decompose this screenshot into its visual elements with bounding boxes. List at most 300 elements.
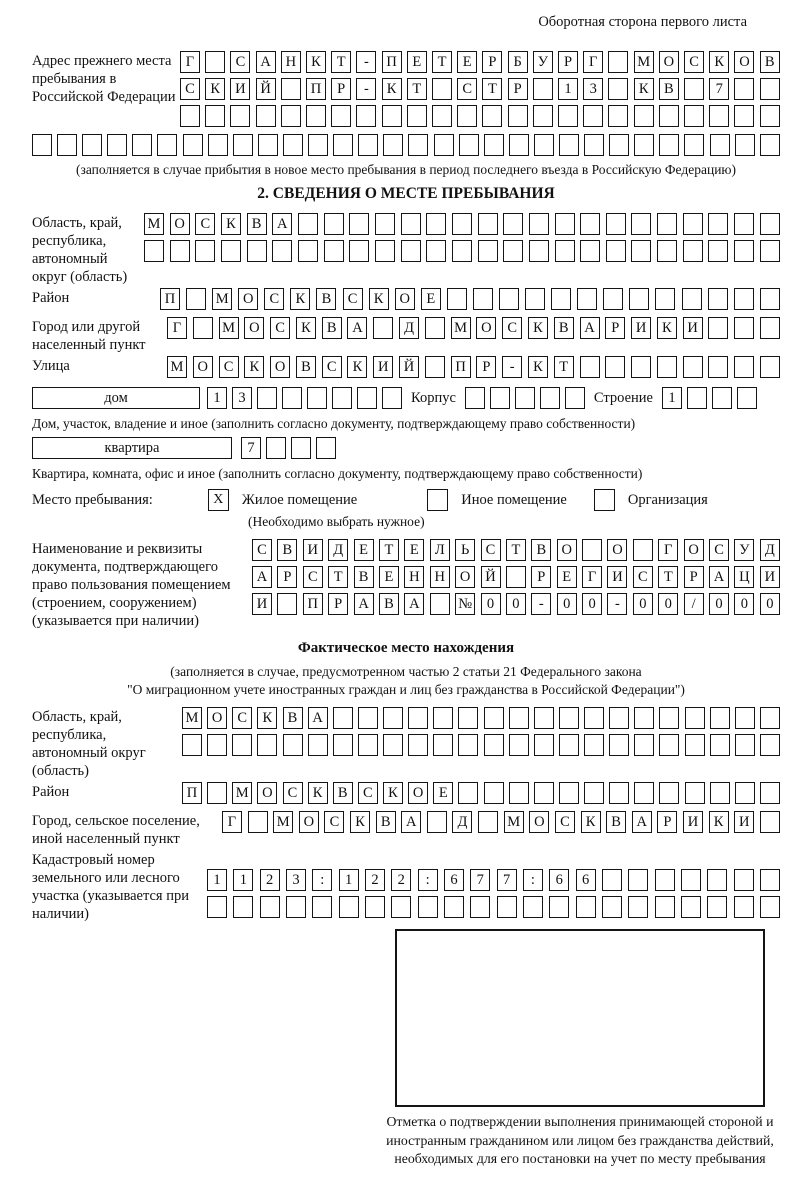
char-cell[interactable]: П (160, 288, 180, 310)
char-cell[interactable] (708, 356, 728, 378)
char-cell[interactable] (534, 782, 554, 804)
char-cell[interactable] (559, 782, 579, 804)
char-cell[interactable]: У (734, 539, 754, 561)
char-cell[interactable] (582, 539, 602, 561)
char-cell[interactable] (559, 134, 579, 156)
char-cell[interactable]: С (180, 78, 200, 100)
char-cell[interactable] (333, 134, 353, 156)
char-cell[interactable]: Р (531, 566, 551, 588)
char-cell[interactable] (308, 734, 328, 756)
char-cell[interactable] (760, 78, 780, 100)
char-cell[interactable] (283, 734, 303, 756)
char-cell[interactable]: В (531, 539, 551, 561)
char-cell[interactable] (735, 734, 755, 756)
char-cell[interactable] (433, 734, 453, 756)
char-cell[interactable] (358, 134, 378, 156)
char-cell[interactable]: К (221, 213, 241, 235)
char-cell[interactable] (484, 707, 504, 729)
char-cell[interactable] (657, 213, 677, 235)
char-cell[interactable] (534, 707, 554, 729)
char-cell[interactable] (657, 356, 677, 378)
char-cell[interactable]: А (404, 593, 424, 615)
char-cell[interactable]: К (347, 356, 367, 378)
char-cell[interactable]: В (322, 317, 342, 339)
char-cell[interactable] (473, 288, 493, 310)
char-cell[interactable]: 2 (391, 869, 411, 891)
char-cell[interactable]: О (270, 356, 290, 378)
char-cell[interactable]: Е (433, 782, 453, 804)
char-cell[interactable]: Р (328, 593, 348, 615)
char-cell[interactable] (559, 707, 579, 729)
char-cell[interactable] (608, 78, 628, 100)
char-cell[interactable] (207, 734, 227, 756)
char-cell[interactable]: Й (399, 356, 419, 378)
char-cell[interactable] (272, 240, 292, 262)
char-cell[interactable]: : (312, 869, 332, 891)
char-cell[interactable] (207, 896, 227, 918)
char-cell[interactable]: Т (482, 78, 502, 100)
char-cell[interactable]: Т (379, 539, 399, 561)
char-cell[interactable]: И (760, 566, 780, 588)
char-cell[interactable] (555, 240, 575, 262)
char-cell[interactable]: С (322, 356, 342, 378)
char-cell[interactable]: О (207, 707, 227, 729)
char-cell[interactable] (602, 896, 622, 918)
char-cell[interactable] (631, 240, 651, 262)
char-cell[interactable] (426, 240, 446, 262)
char-cell[interactable] (735, 134, 755, 156)
char-cell[interactable] (580, 356, 600, 378)
char-cell[interactable] (655, 288, 675, 310)
char-cell[interactable]: Т (331, 51, 351, 73)
char-cell[interactable] (484, 782, 504, 804)
char-cell[interactable] (170, 240, 190, 262)
char-cell[interactable]: : (418, 869, 438, 891)
char-cell[interactable] (316, 437, 336, 459)
char-cell[interactable] (533, 105, 553, 127)
char-cell[interactable]: Р (476, 356, 496, 378)
char-cell[interactable]: 2 (365, 869, 385, 891)
char-cell[interactable]: Т (407, 78, 427, 100)
char-cell[interactable] (408, 134, 428, 156)
char-cell[interactable]: С (343, 288, 363, 310)
char-cell[interactable] (458, 782, 478, 804)
char-cell[interactable] (684, 78, 704, 100)
char-cell[interactable] (559, 734, 579, 756)
checkbox-inoe-pomeshchenie[interactable] (427, 489, 448, 511)
char-cell[interactable]: О (395, 288, 415, 310)
char-cell[interactable]: 1 (233, 869, 253, 891)
char-cell[interactable]: Т (554, 356, 574, 378)
char-cell[interactable]: К (383, 782, 403, 804)
char-cell[interactable] (628, 869, 648, 891)
char-cell[interactable] (534, 134, 554, 156)
char-cell[interactable] (606, 240, 626, 262)
char-cell[interactable]: Т (658, 566, 678, 588)
char-cell[interactable] (708, 288, 728, 310)
char-cell[interactable] (356, 105, 376, 127)
char-cell[interactable]: А (252, 566, 272, 588)
char-cell[interactable]: К (350, 811, 370, 833)
char-cell[interactable]: М (219, 317, 239, 339)
char-cell[interactable] (760, 213, 780, 235)
char-cell[interactable]: 3 (232, 387, 252, 409)
char-cell[interactable] (712, 387, 732, 409)
char-cell[interactable] (606, 213, 626, 235)
char-cell[interactable] (708, 317, 728, 339)
char-cell[interactable]: М (504, 811, 524, 833)
char-cell[interactable] (298, 213, 318, 235)
char-cell[interactable] (260, 896, 280, 918)
char-cell[interactable]: В (554, 317, 574, 339)
char-cell[interactable] (534, 734, 554, 756)
char-cell[interactable] (282, 387, 302, 409)
char-cell[interactable] (515, 387, 535, 409)
char-cell[interactable] (509, 134, 529, 156)
char-cell[interactable]: С (633, 566, 653, 588)
char-cell[interactable] (634, 707, 654, 729)
char-cell[interactable]: О (455, 566, 475, 588)
char-cell[interactable]: В (376, 811, 396, 833)
char-cell[interactable]: В (659, 78, 679, 100)
char-cell[interactable] (584, 707, 604, 729)
char-cell[interactable] (408, 734, 428, 756)
char-cell[interactable] (490, 387, 510, 409)
char-cell[interactable] (609, 134, 629, 156)
char-cell[interactable] (432, 105, 452, 127)
char-cell[interactable] (734, 288, 754, 310)
char-cell[interactable] (391, 896, 411, 918)
char-cell[interactable] (525, 288, 545, 310)
char-cell[interactable] (631, 356, 651, 378)
char-cell[interactable]: И (373, 356, 393, 378)
char-cell[interactable]: 1 (339, 869, 359, 891)
char-cell[interactable]: П (306, 78, 326, 100)
char-cell[interactable] (659, 707, 679, 729)
char-cell[interactable]: 7 (709, 78, 729, 100)
char-cell[interactable] (418, 896, 438, 918)
char-cell[interactable]: В (247, 213, 267, 235)
char-cell[interactable] (432, 78, 452, 100)
char-cell[interactable]: И (607, 566, 627, 588)
char-cell[interactable]: 1 (662, 387, 682, 409)
char-cell[interactable] (193, 317, 213, 339)
char-cell[interactable] (144, 240, 164, 262)
char-cell[interactable] (735, 707, 755, 729)
char-cell[interactable]: О (607, 539, 627, 561)
char-cell[interactable]: К (382, 78, 402, 100)
char-cell[interactable] (132, 134, 152, 156)
char-cell[interactable] (681, 869, 701, 891)
char-cell[interactable] (324, 240, 344, 262)
char-cell[interactable] (685, 707, 705, 729)
char-cell[interactable]: Т (506, 539, 526, 561)
char-cell[interactable]: Р (605, 317, 625, 339)
char-cell[interactable] (655, 869, 675, 891)
char-cell[interactable]: 0 (658, 593, 678, 615)
char-cell[interactable]: 7 (497, 869, 517, 891)
char-cell[interactable]: Н (404, 566, 424, 588)
char-cell[interactable] (584, 734, 604, 756)
char-cell[interactable] (447, 288, 467, 310)
char-cell[interactable]: Е (457, 51, 477, 73)
char-cell[interactable] (430, 593, 450, 615)
char-cell[interactable] (375, 240, 395, 262)
char-cell[interactable] (508, 105, 528, 127)
char-cell[interactable]: Е (421, 288, 441, 310)
char-cell[interactable] (760, 317, 780, 339)
char-cell[interactable] (558, 105, 578, 127)
char-cell[interactable] (332, 387, 352, 409)
char-cell[interactable]: К (528, 317, 548, 339)
char-cell[interactable]: И (230, 78, 250, 100)
char-cell[interactable] (659, 105, 679, 127)
char-cell[interactable]: О (238, 288, 258, 310)
char-cell[interactable] (760, 356, 780, 378)
char-cell[interactable]: Р (657, 811, 677, 833)
char-cell[interactable]: У (533, 51, 553, 73)
char-cell[interactable]: 7 (241, 437, 261, 459)
char-cell[interactable]: - (607, 593, 627, 615)
char-cell[interactable]: М (144, 213, 164, 235)
char-cell[interactable] (685, 782, 705, 804)
char-cell[interactable] (551, 288, 571, 310)
char-cell[interactable]: Н (281, 51, 301, 73)
char-cell[interactable]: В (296, 356, 316, 378)
char-cell[interactable]: Ц (734, 566, 754, 588)
char-cell[interactable]: Д (399, 317, 419, 339)
char-cell[interactable]: 6 (576, 869, 596, 891)
char-cell[interactable] (433, 707, 453, 729)
char-cell[interactable] (183, 134, 203, 156)
char-cell[interactable] (107, 134, 127, 156)
char-cell[interactable] (482, 105, 502, 127)
checkbox-zhiloe-pomeshchenie[interactable]: X (208, 489, 229, 511)
char-cell[interactable]: К (709, 811, 729, 833)
char-cell[interactable]: К (296, 317, 316, 339)
char-cell[interactable]: С (555, 811, 575, 833)
char-cell[interactable]: Е (407, 51, 427, 73)
char-cell[interactable]: М (451, 317, 471, 339)
char-cell[interactable]: О (734, 51, 754, 73)
char-cell[interactable]: М (634, 51, 654, 73)
char-cell[interactable] (277, 593, 297, 615)
char-cell[interactable] (308, 134, 328, 156)
char-cell[interactable] (503, 213, 523, 235)
char-cell[interactable]: С (502, 317, 522, 339)
char-cell[interactable] (734, 896, 754, 918)
char-cell[interactable]: С (252, 539, 272, 561)
char-cell[interactable] (205, 105, 225, 127)
char-cell[interactable] (82, 134, 102, 156)
char-cell[interactable] (760, 811, 780, 833)
char-cell[interactable] (687, 387, 707, 409)
char-cell[interactable]: С (709, 539, 729, 561)
char-cell[interactable] (735, 782, 755, 804)
char-cell[interactable]: Д (328, 539, 348, 561)
char-cell[interactable] (737, 387, 757, 409)
char-cell[interactable] (266, 437, 286, 459)
char-cell[interactable]: 3 (583, 78, 603, 100)
char-cell[interactable] (760, 782, 780, 804)
char-cell[interactable] (281, 105, 301, 127)
char-cell[interactable]: О (557, 539, 577, 561)
char-cell[interactable]: Т (432, 51, 452, 73)
char-cell[interactable] (383, 707, 403, 729)
char-cell[interactable] (509, 707, 529, 729)
char-cell[interactable]: К (290, 288, 310, 310)
char-cell[interactable] (760, 288, 780, 310)
char-cell[interactable] (257, 387, 277, 409)
char-cell[interactable] (383, 134, 403, 156)
char-cell[interactable] (182, 734, 202, 756)
char-cell[interactable] (333, 707, 353, 729)
char-cell[interactable]: А (272, 213, 292, 235)
char-cell[interactable] (683, 240, 703, 262)
char-cell[interactable] (307, 387, 327, 409)
char-cell[interactable] (221, 240, 241, 262)
char-cell[interactable]: А (308, 707, 328, 729)
char-cell[interactable]: - (356, 51, 376, 73)
char-cell[interactable] (584, 134, 604, 156)
char-cell[interactable] (655, 896, 675, 918)
char-cell[interactable] (425, 356, 445, 378)
char-cell[interactable]: О (299, 811, 319, 833)
char-cell[interactable] (230, 105, 250, 127)
char-cell[interactable] (358, 707, 378, 729)
char-cell[interactable] (509, 734, 529, 756)
char-cell[interactable]: 1 (558, 78, 578, 100)
char-cell[interactable]: Е (379, 566, 399, 588)
char-cell[interactable] (195, 240, 215, 262)
char-cell[interactable]: Г (167, 317, 187, 339)
char-cell[interactable]: А (347, 317, 367, 339)
char-cell[interactable]: 0 (633, 593, 653, 615)
char-cell[interactable]: М (212, 288, 232, 310)
char-cell[interactable] (577, 288, 597, 310)
char-cell[interactable] (358, 734, 378, 756)
char-cell[interactable]: А (709, 566, 729, 588)
char-cell[interactable]: И (683, 317, 703, 339)
char-cell[interactable]: К (205, 78, 225, 100)
char-cell[interactable]: Й (256, 78, 276, 100)
char-cell[interactable]: Л (430, 539, 450, 561)
char-cell[interactable] (609, 707, 629, 729)
char-cell[interactable]: Г (180, 51, 200, 73)
char-cell[interactable]: А (256, 51, 276, 73)
char-cell[interactable]: О (476, 317, 496, 339)
char-cell[interactable]: К (657, 317, 677, 339)
char-cell[interactable]: Г (658, 539, 678, 561)
char-cell[interactable] (324, 213, 344, 235)
char-cell[interactable]: В (283, 707, 303, 729)
char-cell[interactable] (247, 240, 267, 262)
char-cell[interactable] (580, 213, 600, 235)
char-cell[interactable] (576, 896, 596, 918)
char-cell[interactable] (682, 288, 702, 310)
char-cell[interactable]: Р (482, 51, 502, 73)
char-cell[interactable] (608, 51, 628, 73)
char-cell[interactable]: 6 (444, 869, 464, 891)
char-cell[interactable]: 0 (760, 593, 780, 615)
char-cell[interactable]: Р (277, 566, 297, 588)
char-cell[interactable]: Д (760, 539, 780, 561)
char-cell[interactable]: С (457, 78, 477, 100)
char-cell[interactable]: Д (452, 811, 472, 833)
char-cell[interactable]: А (354, 593, 374, 615)
char-cell[interactable]: И (683, 811, 703, 833)
char-cell[interactable]: К (257, 707, 277, 729)
char-cell[interactable]: О (244, 317, 264, 339)
char-cell[interactable] (710, 782, 730, 804)
char-cell[interactable]: Й (481, 566, 501, 588)
char-cell[interactable]: А (632, 811, 652, 833)
char-cell[interactable] (709, 105, 729, 127)
char-cell[interactable] (659, 734, 679, 756)
char-cell[interactable]: К (308, 782, 328, 804)
char-cell[interactable]: М (167, 356, 187, 378)
char-cell[interactable] (256, 105, 276, 127)
char-cell[interactable] (375, 213, 395, 235)
char-cell[interactable]: К (709, 51, 729, 73)
char-cell[interactable]: Г (583, 51, 603, 73)
char-cell[interactable] (458, 707, 478, 729)
char-cell[interactable] (333, 734, 353, 756)
char-cell[interactable] (408, 707, 428, 729)
char-cell[interactable]: В (379, 593, 399, 615)
char-cell[interactable] (707, 896, 727, 918)
char-cell[interactable] (497, 896, 517, 918)
char-cell[interactable]: 6 (549, 869, 569, 891)
char-cell[interactable] (258, 134, 278, 156)
char-cell[interactable] (684, 105, 704, 127)
char-cell[interactable]: 2 (260, 869, 280, 891)
char-cell[interactable] (760, 896, 780, 918)
char-cell[interactable] (657, 240, 677, 262)
checkbox-organizatsiya[interactable] (594, 489, 615, 511)
char-cell[interactable] (32, 134, 52, 156)
char-cell[interactable] (760, 707, 780, 729)
char-cell[interactable]: О (684, 539, 704, 561)
char-cell[interactable] (533, 78, 553, 100)
char-cell[interactable]: С (684, 51, 704, 73)
char-cell[interactable]: М (232, 782, 252, 804)
char-cell[interactable] (506, 566, 526, 588)
char-cell[interactable]: : (523, 869, 543, 891)
char-cell[interactable] (382, 387, 402, 409)
char-cell[interactable]: Р (558, 51, 578, 73)
char-cell[interactable]: И (252, 593, 272, 615)
char-cell[interactable]: С (264, 288, 284, 310)
char-cell[interactable] (707, 869, 727, 891)
char-cell[interactable]: Г (582, 566, 602, 588)
char-cell[interactable] (708, 213, 728, 235)
char-cell[interactable]: 1 (207, 387, 227, 409)
char-cell[interactable]: Г (222, 811, 242, 833)
char-cell[interactable]: Е (354, 539, 374, 561)
char-cell[interactable] (633, 539, 653, 561)
char-cell[interactable] (57, 134, 77, 156)
char-cell[interactable]: И (631, 317, 651, 339)
char-cell[interactable] (401, 240, 421, 262)
char-cell[interactable] (458, 734, 478, 756)
char-cell[interactable]: В (760, 51, 780, 73)
char-cell[interactable] (484, 134, 504, 156)
char-cell[interactable]: / (684, 593, 704, 615)
char-cell[interactable] (760, 105, 780, 127)
char-cell[interactable]: С (358, 782, 378, 804)
char-cell[interactable]: 0 (709, 593, 729, 615)
